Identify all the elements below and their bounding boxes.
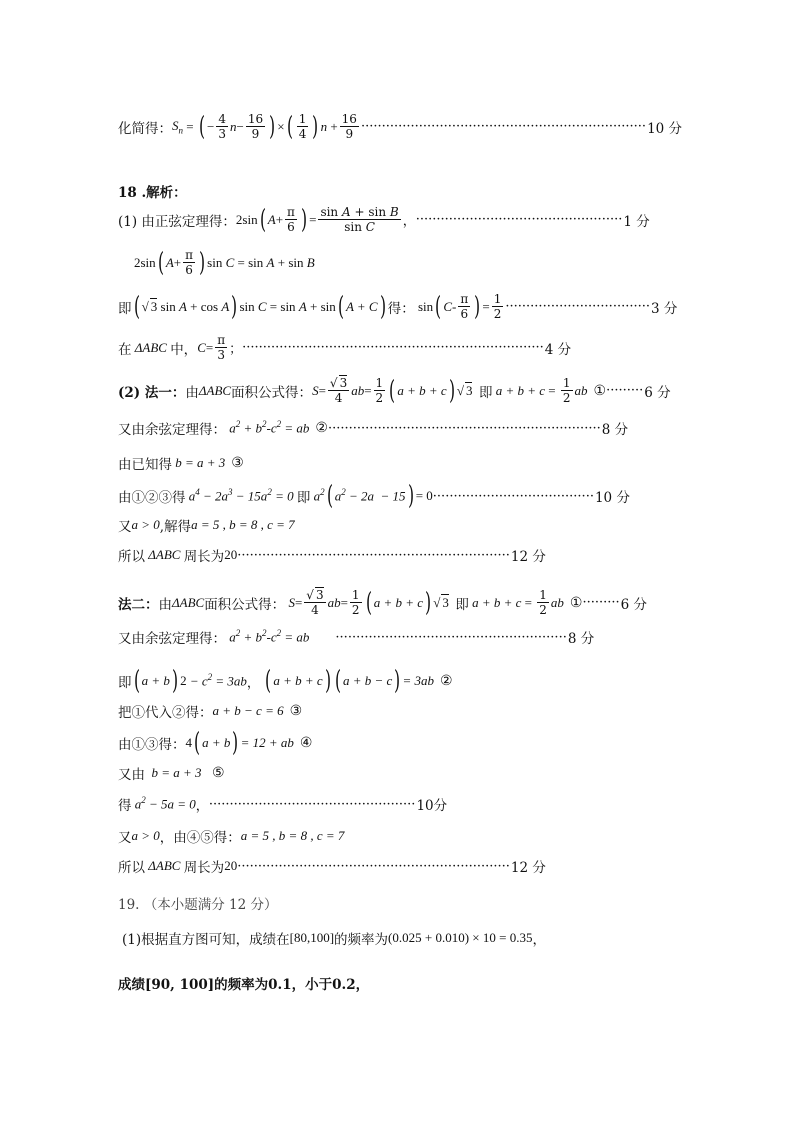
step-line: (1) 由正弦定理得： 2sin ( A + $\frac{\pi}{6}$ ) = $\frac{\text{sin A + sin B}}{\text{sin C}}$ ， ·················································· 1 分 [118,204,650,235]
step-line: 即 ( a + b ) 2 − $c^2 = 3ab$ ， ( a + b + c ) ( a + b − c ) = 3ab ② [118,666,453,696]
score: 10分 [416,798,448,814]
step-line: 又由 b = a + 3 ⑤ [118,765,225,783]
formula-sn: $S_n$ [172,117,183,136]
score: 12 分 [510,860,546,876]
step-line: 在 ΔABC 中， C = $\frac{\pi}{3}$ ； ········································································· 4 分 [118,333,572,362]
step-line: 把①代入②得： a + b − c = 6 ③ [118,703,303,721]
score: 1 分 [623,213,650,230]
method-1-line: (2) 法一： 由 ΔABC 面积公式得： S = $\frac{√ 3}{4}$ ab = $\frac{1}{2}$ ( a + b + c ) √ 3 即 a + b + c = $\frac{1}{2}$ ab ① ········· 6 分 [118,375,671,406]
step-line: 又由余弦定理得： $a^2 + b^2-c^2$ = ab ② ·································································· 8 分 [118,419,629,438]
step-line: 又由余弦定理得： $a^2 + b^2-c^2$ = ab ························································ 8 分 [118,628,595,647]
score: 3 分 [651,300,678,317]
problem-18-heading: 18 .解析： [118,185,187,201]
step-line: 成绩[90, 100]的频率为0.1，小于0.2， [118,977,370,993]
score: 4 分 [544,341,572,358]
step-line: 2sin ( A + $\frac{\pi}{6}$ ) sin C = sin A + sin B [134,247,315,278]
step-line: 所以 ΔABC 周长为 20 ·································································· 12 分 [118,547,546,565]
step-line: 由已知得 b = a + 3 ③ [118,455,244,473]
step-line: 由①②③得 $a^4 - 2a^3 - 15a^2 = 0$ 即 $a^2$ ( $a^2 - 2a - 15$ ) = 0 ······································· 10 分 [118,481,630,511]
step-line: 由①③得： 4 ( a + b ) = 12 + ab ④ [118,728,313,758]
step-line: (1)根据直方图可知，成绩在 [80,100] 的频率为 (0.025 + 0.010) × 10 = 0.35 ， [122,930,546,948]
score: 6 分 [620,596,648,613]
problem-19-heading: 19. （本小题满分 12 分） [118,897,278,913]
step-line: 又 a > 0 ,解得 a = 5 , b = 8 , c = 7 [118,517,295,535]
method-2-line: 法二： 由 ΔABC 面积公式得： S = $\frac{√ 3}{4}$ ab = $\frac{1}{2}$ ( a + b + c ) √ 3 即 a + b + c = $\frac{1}{2}$ ab ① ········· 6 分 [118,587,648,618]
score: 10 分 [594,490,630,506]
step-line: 得 $a^2 - 5a = 0$ ， ·················································· 10分 [118,795,448,814]
score: 12 分 [510,549,546,565]
score: 10 分 [647,120,683,137]
score: 6 分 [644,384,671,401]
step-line: 所以 ΔABC 周长为 20 ·································································· 12 分 [118,858,546,876]
score: 8 分 [567,631,595,647]
simplify-line: 化简得： $S_n$ = ( − $\frac{4}{3}$ n − $\frac{16}{9}$ ) × ( $\frac{1}{4}$ ) n + $\frac{16}{9}$ ····································································· 10 分 [118,111,683,142]
simplify-label: 化简得： [118,120,172,137]
step-line: 即 ( √ 3 sin A + cos A ) sin C = sin A + sin ( A + C ) 得： sin ( C - $\frac{\pi}{6}$ ) = $\frac{1}{2}$ ··································· 3 分 [118,291,678,322]
step-line: 又 a > 0 ，由④⑤得： a = 5 , b = 8 , c = 7 [118,828,345,846]
score: 8 分 [601,422,629,438]
